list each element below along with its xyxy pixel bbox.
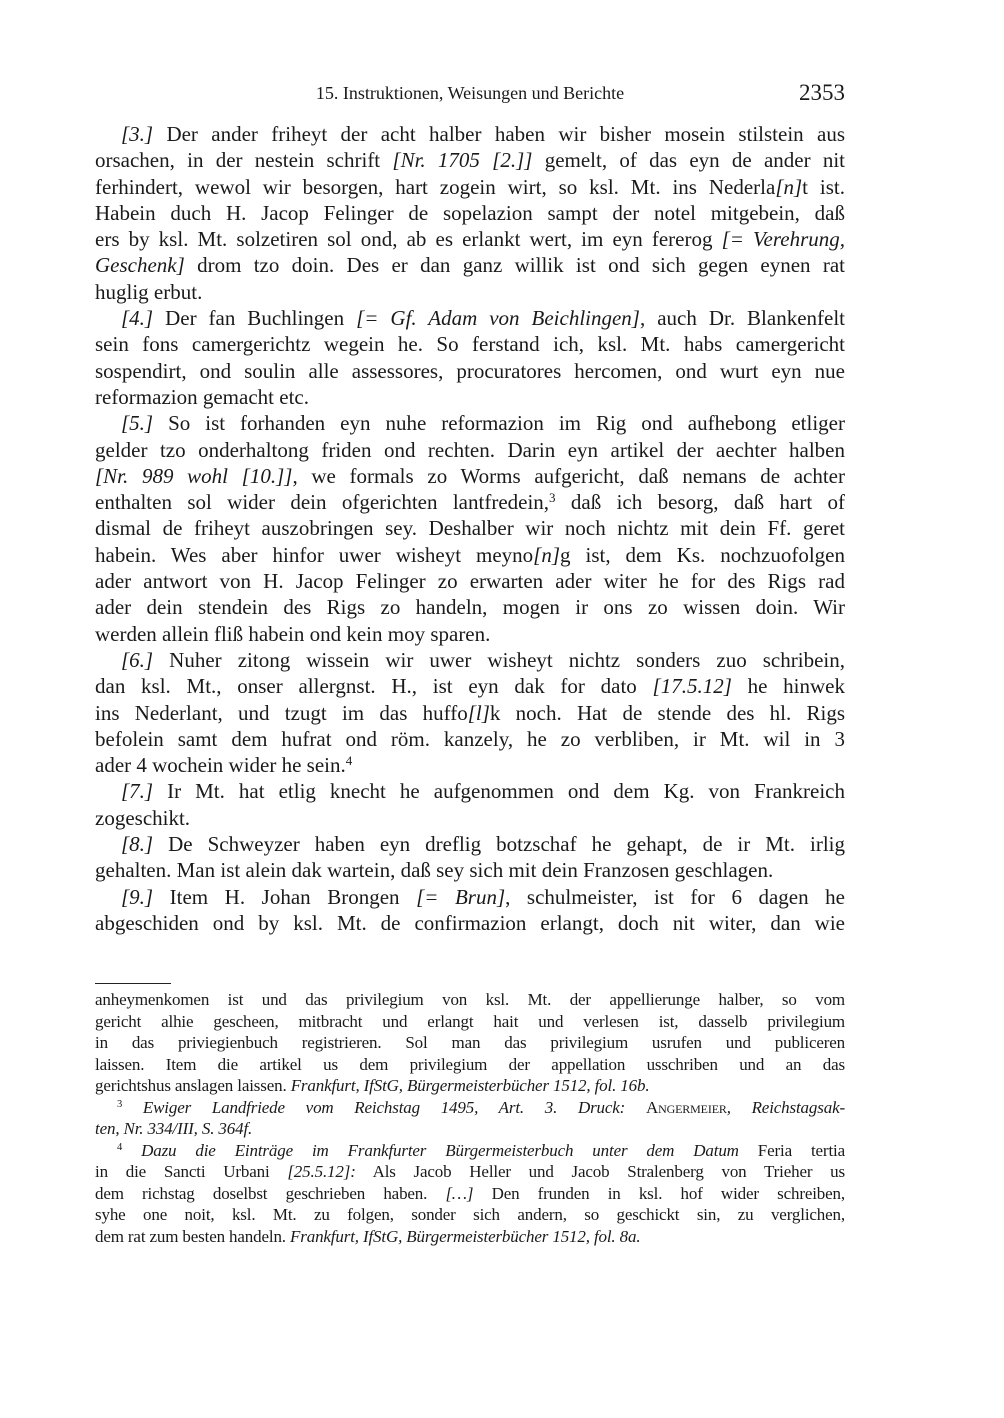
footnote-divider (95, 983, 171, 984)
text-line (95, 1226, 845, 1248)
text-line (95, 515, 845, 541)
italic-text: Ewiger Landfriede vom Reichstag 1495, Art. 3. Druck: (142, 1097, 626, 1117)
running-header (95, 80, 845, 108)
text-run: So ist forhanden eyn nuhe reformazion im Rig ond aufhebong etliger (153, 411, 845, 436)
footnote-marker: 4 (117, 1141, 123, 1153)
text-run: ader 4 wochein wider he sein. (95, 753, 346, 778)
footnote-marker: 3 (117, 1098, 123, 1110)
text-run: daß ich besorg, daß hart of (555, 490, 845, 515)
text-line (95, 700, 845, 726)
italic-text: Frankfurt, IfStG, Bürgermeisterbücher 1512, fol. 8a. (290, 1226, 641, 1246)
text-run: Feria tertia (738, 1140, 845, 1160)
running-title: 15. Instruktionen, Weisungen und Berichte (315, 83, 625, 103)
text-run: ader antwort von H. Jacop Felinger zo erwarten ader witer he for des Rigs rad (95, 569, 845, 594)
text-run: in das priviegienbuch registrieren. Sol man das privilegium usrufen und publiceren (95, 1033, 845, 1052)
text-line (95, 805, 845, 831)
text-run: sospendirt, ond soulin alle assessores, procuratores hercomen, ond wurt eyn nue (95, 358, 845, 383)
text-run: werden allein fliß habein ond kein moy sparen. (95, 621, 491, 646)
text-line (95, 463, 845, 489)
text-line (95, 831, 845, 857)
italic-text: Dazu die Einträge im Frankfurter Bürgermeisterbuch unter dem Datum (141, 1140, 739, 1160)
paragraph (95, 647, 845, 778)
text-line (95, 1054, 845, 1076)
text-run: gelder tzo onderhaltong friden ond rechten. Darin eyn artikel der aechter halben (95, 437, 845, 462)
text-line (95, 1075, 845, 1097)
italic-text: [9.] (121, 884, 154, 909)
text-line (95, 1032, 845, 1054)
text-line (95, 358, 845, 384)
text-run: k noch. Hat de stende des hl. Rigs (489, 700, 845, 725)
footnote-marker: 4 (345, 752, 353, 768)
text-line (95, 331, 845, 357)
italic-text: [n] (775, 174, 803, 199)
text-line (95, 752, 845, 778)
text-line (95, 594, 845, 620)
paragraph (95, 831, 845, 884)
text-run: syhe one noit, ksl. Mt. zu folgen, sonder sich andern, so geschickt sin, zu verglichen, (95, 1205, 845, 1224)
text-run (122, 1141, 141, 1160)
text-run: dan ksl. Mt., onser allergnst. H., ist eyn dak for dato (95, 674, 653, 699)
text-line (95, 568, 845, 594)
text-run: zogeschikt. (95, 805, 191, 830)
text-line (95, 1097, 845, 1119)
text-line (95, 1204, 845, 1226)
text-run: in die Sancti Urbani (95, 1162, 288, 1181)
italic-text: [25.5.12]: (287, 1162, 356, 1181)
text-run: De Schweyzer haben eyn dreflig botzschaf he gehapt, de ir Mt. irlig (153, 832, 845, 857)
italic-text: [Nr. 989 wohl [10.]] (95, 463, 293, 488)
text-run: abgeschiden ond by ksl. Mt. de confirmazion erlangt, doch nit witer, dan wie (95, 910, 845, 935)
text-run: Nuher zitong wissein wir uwer wisheyt nichtz sonders zuo schribein, (153, 647, 845, 672)
text-line (95, 910, 845, 936)
text-line (95, 410, 845, 436)
text-line (95, 884, 845, 910)
italic-text: [17.5.12] (652, 674, 732, 699)
text-run: drom tzo doin. Des er dan ganz willik ist ond sich gegen eynen rat (184, 253, 845, 278)
text-line (95, 174, 845, 200)
text-line (95, 1183, 845, 1205)
footnote (95, 1140, 845, 1248)
italic-text: [= Brun] (416, 884, 506, 909)
italic-text: [Nr. 1705 [2.]] (392, 148, 533, 173)
text-run: anheymenkomen ist und das privilegium von ksl. Mt. der appellierunge halber, so vom (95, 990, 845, 1009)
text-run: habein. Wes aber hinfor uwer wisheyt meyno (95, 542, 534, 567)
text-line (95, 147, 845, 173)
italic-text: [6.] (121, 647, 154, 672)
text-run: gericht alhie gescheen, mitbracht und erlangt hait und verlesen ist, dasselb privilegium (95, 1011, 845, 1031)
text-run: dismal de friheyt auszobringen sey. Deshalber wir noch nichtz mit dein Ff. geret (95, 516, 845, 541)
text-run: Der ander friheyt der acht halber haben wir bisher mosein stilstein aus (153, 122, 845, 146)
text-run: gehalten. Man ist alein dak wartein, daß sey sich mit dein Franzosen geschlagen. (95, 858, 774, 883)
text-line (95, 437, 845, 463)
paragraph (95, 884, 845, 937)
paragraph (95, 305, 845, 410)
text-run: dem richstag doselbst geschrieben haben. (95, 1183, 446, 1203)
italic-text: , Reichstagsak- (726, 1097, 845, 1117)
text-line (95, 1140, 845, 1162)
author-name: Angermeier (645, 1097, 727, 1117)
text-run: ferhindert, wewol wir besorgen, hart zogein wirt, so ksl. Mt. ins Nederla (95, 174, 776, 199)
text-line (95, 1011, 845, 1033)
text-line (95, 647, 845, 673)
text-run: , we formals zo Worms aufgericht, daß nemans de achter (292, 463, 845, 488)
paragraph (95, 410, 845, 647)
text-run: sein fons camergerichtz wegein he. So ferstand ich, ksl. Mt. habs camergericht (95, 332, 845, 357)
text-run: huglig erbut. (95, 279, 203, 304)
text-line (95, 121, 845, 147)
text-run: t ist. (802, 174, 845, 199)
text-line (95, 226, 845, 252)
italic-text: [l] (467, 700, 490, 725)
text-line (95, 1118, 845, 1140)
footnotes (95, 989, 845, 1247)
italic-text: [4.] (121, 306, 154, 331)
footnote (95, 989, 845, 1097)
footnote-marker: 3 (549, 490, 556, 505)
italic-text: [= Gf. Adam von Beichlingen] (356, 306, 640, 331)
text-line (95, 989, 845, 1011)
text-line (95, 489, 845, 515)
text-run: laissen. Item die artikel us dem privilegium der appellation usschriben und an das (95, 1054, 845, 1074)
main-text (95, 121, 845, 936)
italic-text: ten, Nr. 334/III, S. 364f. (95, 1119, 253, 1138)
paragraph (95, 778, 845, 831)
text-run: gemelt, of das eyn de ander nit (532, 148, 846, 173)
text-line (95, 305, 845, 331)
italic-text: [n] (533, 542, 561, 567)
text-run: ins Nederlant, und tzugt im das huffo (95, 700, 468, 725)
text-line (95, 778, 845, 804)
text-line (95, 252, 845, 278)
text-run: enthalten sol wider dein ofgerichten lantfredein, (95, 490, 550, 515)
text-run (625, 1098, 646, 1117)
text-line (95, 200, 845, 226)
italic-text: [= Verehrung, (721, 227, 845, 252)
footnote (95, 1097, 845, 1140)
page-number: 2353 (799, 80, 845, 105)
text-run: , auch Dr. Blankenfelt (639, 306, 845, 331)
italic-text: Frankfurt, IfStG, Bürgermeisterbücher 1512, fol. 16b. (290, 1076, 650, 1095)
italic-text: Geschenk] (95, 253, 185, 278)
italic-text: […] (445, 1183, 474, 1203)
text-line (95, 542, 845, 568)
text-run: gerichtshus anslagen laissen. (95, 1076, 291, 1095)
text-line (95, 621, 845, 647)
paragraph (95, 121, 845, 305)
text-run: reformazion gemacht etc. (95, 384, 309, 409)
italic-text: [8.] (121, 832, 154, 857)
text-run: befolein samt dem hufrat ond röm. kanzely, he zo verbliben, ir Mt. wil in 3 (95, 726, 845, 751)
text-run: Der fan Buchlingen (153, 306, 357, 331)
text-line (95, 384, 845, 410)
text-line (95, 1161, 845, 1183)
text-run: , schulmeister, ist for 6 dagen he (505, 884, 845, 909)
text-run: orsachen, in der nestein schrift (95, 148, 393, 173)
text-run: ader dein stendein des Rigs zo handeln, mogen ir ons zo wissen doin. Wir (95, 595, 845, 620)
text-run: dem rat zum besten handeln. (95, 1226, 291, 1246)
text-run: he hinwek (731, 674, 845, 699)
italic-text: [7.] (121, 779, 154, 804)
text-run (122, 1098, 143, 1117)
italic-text: [5.] (121, 411, 154, 436)
text-line (95, 279, 845, 305)
text-run: Den frunden in ksl. hof wider schreiben, (473, 1183, 845, 1203)
text-line (95, 726, 845, 752)
text-run: ers by ksl. Mt. solzetiren sol ond, ab es erlankt wert, im eyn fererog (95, 227, 722, 252)
text-line (95, 673, 845, 699)
text-line (95, 857, 845, 883)
text-run: Item H. Johan Brongen (153, 884, 417, 909)
text-run: Als Jacob Heller und Jacob Stralenberg von Trieher us (355, 1162, 845, 1181)
text-run: Habein duch H. Jacop Felinger de sopelazion sampt der notel mitgebein, daß (95, 200, 845, 225)
text-run: Ir Mt. hat etlig knecht he aufgenommen ond dem Kg. von Frankreich (153, 779, 845, 804)
italic-text: [3.] (121, 122, 154, 146)
text-run: g ist, dem Ks. nochzuofolgen (560, 542, 845, 567)
